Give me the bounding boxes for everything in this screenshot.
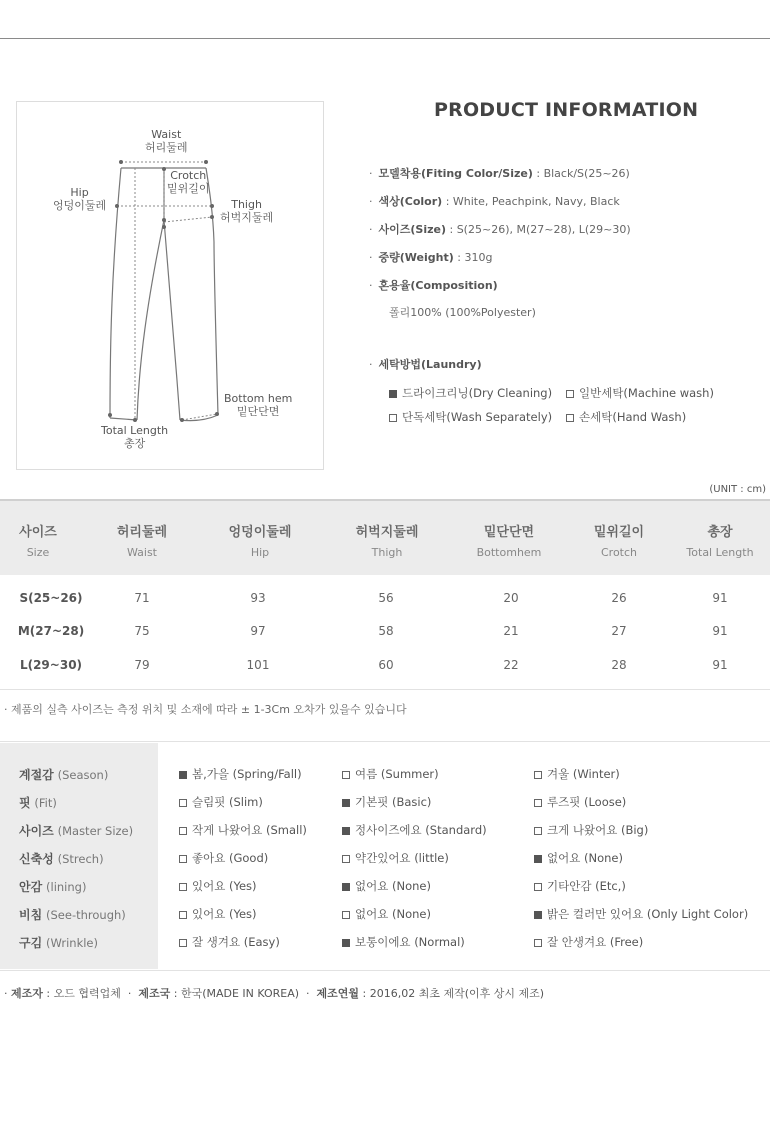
diagram-label-hip: Hip 엉덩이둘레 xyxy=(53,186,107,212)
attribute-option xyxy=(342,906,431,922)
unchecked-box-icon xyxy=(179,799,187,807)
attribute-label-en: (Fit) xyxy=(34,796,57,810)
unchecked-box-icon xyxy=(342,911,350,919)
attribute-option xyxy=(179,822,307,838)
attribute-label-ko: 비침 xyxy=(19,908,43,922)
row-total-length: 91 xyxy=(712,591,728,605)
row-thigh: 56 xyxy=(378,591,394,605)
divider xyxy=(0,689,770,690)
unchecked-box-icon xyxy=(534,827,542,835)
attribute-label xyxy=(19,934,98,951)
attribute-option-label: 작게 나왔어요 (Small) xyxy=(192,823,307,837)
attribute-option-label: 여름 (Summer) xyxy=(355,767,439,781)
spec-composition: · 혼용율(Composition) xyxy=(369,279,498,292)
spec-fitting: · 모델착용(Fiting Color/Size) : Black/S(25~26) xyxy=(369,167,630,180)
size-table-header xyxy=(0,499,770,575)
attribute-label xyxy=(19,906,126,923)
divider xyxy=(0,741,770,742)
attribute-label-en: (Strech) xyxy=(57,852,104,866)
checked-box-icon xyxy=(342,883,350,891)
attribute-label xyxy=(19,878,86,895)
attribute-label xyxy=(19,822,133,839)
row-thigh: 60 xyxy=(378,658,394,672)
attribute-label xyxy=(19,766,108,783)
checked-box-icon xyxy=(389,390,397,398)
attribute-option-label: 크게 나왔어요 (Big) xyxy=(547,823,649,837)
product-info-title: PRODUCT INFORMATION xyxy=(434,99,699,121)
attribute-option-label: 좋아요 (Good) xyxy=(192,851,269,865)
diagram-label-crotch: Crotch 밑위길이 xyxy=(167,169,210,195)
header-size: 사이즈 Size xyxy=(19,525,57,559)
checked-box-icon xyxy=(342,939,350,947)
attribute-label-en: (Wrinkle) xyxy=(46,936,98,950)
laundry-wash-separately: 단독세탁(Wash Separately) xyxy=(389,409,552,425)
checked-box-icon xyxy=(179,771,187,779)
laundry-hand-wash: 손세탁(Hand Wash) xyxy=(566,409,686,425)
row-crotch: 27 xyxy=(611,624,627,638)
row-bottomhem: 21 xyxy=(503,624,519,638)
attribute-label-ko: 구김 xyxy=(19,936,43,950)
header-crotch: 밑위길이 Crotch xyxy=(593,525,645,559)
row-size: L(29~30) xyxy=(19,658,83,672)
checked-box-icon xyxy=(534,911,542,919)
attribute-option xyxy=(342,794,431,810)
unchecked-box-icon xyxy=(179,883,187,891)
attribute-label-en: (Master Size) xyxy=(57,824,134,838)
attribute-label-en: (Season) xyxy=(57,768,109,782)
diagram-label-waist: Waist 허리둘레 xyxy=(145,128,188,154)
diagram-label-total-length: Total Length 총장 xyxy=(101,424,169,450)
header-hip: 엉덩이둘레 Hip xyxy=(228,525,292,559)
attribute-option xyxy=(342,766,439,782)
attribute-label-en: (lining) xyxy=(46,880,87,894)
attribute-option xyxy=(179,934,280,950)
spec-weight: · 중량(Weight) : 310g xyxy=(369,251,493,264)
attribute-label-ko: 핏 xyxy=(19,796,31,810)
row-bottomhem: 22 xyxy=(503,658,519,672)
attribute-label-en: (See-through) xyxy=(46,908,126,922)
attribute-label xyxy=(19,850,104,867)
unchecked-box-icon xyxy=(566,390,574,398)
spec-color: · 색상(Color) : White, Peachpink, Navy, Black xyxy=(369,195,620,208)
attribute-option xyxy=(179,794,263,810)
attribute-option xyxy=(179,766,302,782)
row-thigh: 58 xyxy=(378,624,394,638)
manufacturer-info: · 제조자 : 오드 협력업체 · 제조국 : 한국(MADE IN KOREA) · 제조연월 : 2016,02 최초 제작(이후 상시 제조) xyxy=(4,987,545,1000)
checked-box-icon xyxy=(342,827,350,835)
checked-box-icon xyxy=(534,855,542,863)
diagram-label-thigh: Thigh 허벅지둘레 xyxy=(220,198,274,224)
attribute-option-label: 겨울 (Winter) xyxy=(547,767,620,781)
unchecked-box-icon xyxy=(342,855,350,863)
row-waist: 71 xyxy=(134,591,150,605)
attribute-option xyxy=(534,794,626,810)
attribute-option-label: 있어요 (Yes) xyxy=(192,879,257,893)
pants-diagram xyxy=(16,101,324,470)
attribute-option xyxy=(534,934,643,950)
attribute-label-ko: 신축성 xyxy=(19,852,54,866)
header-thigh: 허벅지둘레 Thigh xyxy=(355,525,419,559)
row-hip: 97 xyxy=(250,624,266,638)
attribute-option-label: 없어요 (None) xyxy=(547,851,623,865)
attribute-option-label: 있어요 (Yes) xyxy=(192,907,257,921)
row-waist: 75 xyxy=(134,624,150,638)
row-hip: 101 xyxy=(246,658,270,672)
unit-label: (UNIT : cm) xyxy=(709,484,766,495)
unchecked-box-icon xyxy=(179,939,187,947)
row-size: S(25~26) xyxy=(19,591,83,605)
unchecked-box-icon xyxy=(566,414,574,422)
header-bottomhem: 밑단단면 Bottomhem xyxy=(476,525,542,559)
attribute-option-label: 보통이에요 (Normal) xyxy=(355,935,465,949)
attribute-option-label: 밝은 컬러만 있어요 (Only Light Color) xyxy=(547,907,749,921)
unchecked-box-icon xyxy=(534,939,542,947)
attribute-option xyxy=(534,906,748,922)
laundry-dry-cleaning: 드라이크리닝(Dry Cleaning) xyxy=(389,385,552,401)
attribute-option-label: 잘 안생겨요 (Free) xyxy=(547,935,644,949)
header-waist: 허리둘레 Waist xyxy=(116,525,168,559)
attribute-option xyxy=(534,822,648,838)
attribute-label xyxy=(19,794,57,811)
attribute-option-label: 잘 생겨요 (Easy) xyxy=(192,935,280,949)
header-total-length: 총장 Total Length xyxy=(686,525,754,559)
attribute-option xyxy=(342,934,465,950)
attribute-option xyxy=(534,850,623,866)
unchecked-box-icon xyxy=(389,414,397,422)
attribute-option xyxy=(534,766,620,782)
attribute-option-label: 약간있어요 (little) xyxy=(355,851,449,865)
attribute-option xyxy=(342,822,487,838)
unchecked-box-icon xyxy=(179,855,187,863)
attribute-option xyxy=(179,878,257,894)
attribute-option-label: 정사이즈에요 (Standard) xyxy=(355,823,487,837)
row-size: M(27~28) xyxy=(17,624,85,638)
attribute-option-label: 봄,가을 (Spring/Fall) xyxy=(192,767,302,781)
laundry-label: · 세탁방법(Laundry) xyxy=(369,358,482,371)
attribute-label-ko: 계절감 xyxy=(19,768,54,782)
size-note: · 제품의 실측 사이즈는 측정 위치 및 소재에 따라 ± 1-3Cm 오차가 있을수 있습니다 xyxy=(4,703,407,716)
attribute-option xyxy=(179,906,257,922)
unchecked-box-icon xyxy=(342,771,350,779)
spec-size: · 사이즈(Size) : S(25~26), M(27~28), L(29~30) xyxy=(369,223,631,236)
attribute-label-ko: 사이즈 xyxy=(19,824,54,838)
unchecked-box-icon xyxy=(534,883,542,891)
row-total-length: 91 xyxy=(712,624,728,638)
unchecked-box-icon xyxy=(534,799,542,807)
attribute-option-label: 기타안감 (Etc,) xyxy=(547,879,626,893)
divider xyxy=(0,970,770,971)
row-crotch: 28 xyxy=(611,658,627,672)
attribute-option-label: 없어요 (None) xyxy=(355,907,431,921)
row-waist: 79 xyxy=(134,658,150,672)
checked-box-icon xyxy=(342,799,350,807)
laundry-machine-wash: 일반세탁(Machine wash) xyxy=(566,385,714,401)
row-bottomhem: 20 xyxy=(503,591,519,605)
attribute-option xyxy=(534,878,626,894)
composition-value: 폴리100% (100%Polyester) xyxy=(389,306,536,319)
unchecked-box-icon xyxy=(179,911,187,919)
attribute-label-ko: 안감 xyxy=(19,880,43,894)
attribute-option xyxy=(342,878,431,894)
row-crotch: 26 xyxy=(611,591,627,605)
attribute-option xyxy=(342,850,449,866)
attribute-option-label: 기본핏 (Basic) xyxy=(355,795,432,809)
diagram-label-bottom-hem: Bottom hem 밑단단면 xyxy=(224,392,293,418)
row-total-length: 91 xyxy=(712,658,728,672)
attribute-option-label: 슬림핏 (Slim) xyxy=(192,795,263,809)
unchecked-box-icon xyxy=(179,827,187,835)
attribute-option-label: 루즈핏 (Loose) xyxy=(547,795,627,809)
unchecked-box-icon xyxy=(534,771,542,779)
attribute-option xyxy=(179,850,268,866)
top-divider xyxy=(0,38,770,39)
row-hip: 93 xyxy=(250,591,266,605)
attribute-option-label: 없어요 (None) xyxy=(355,879,431,893)
